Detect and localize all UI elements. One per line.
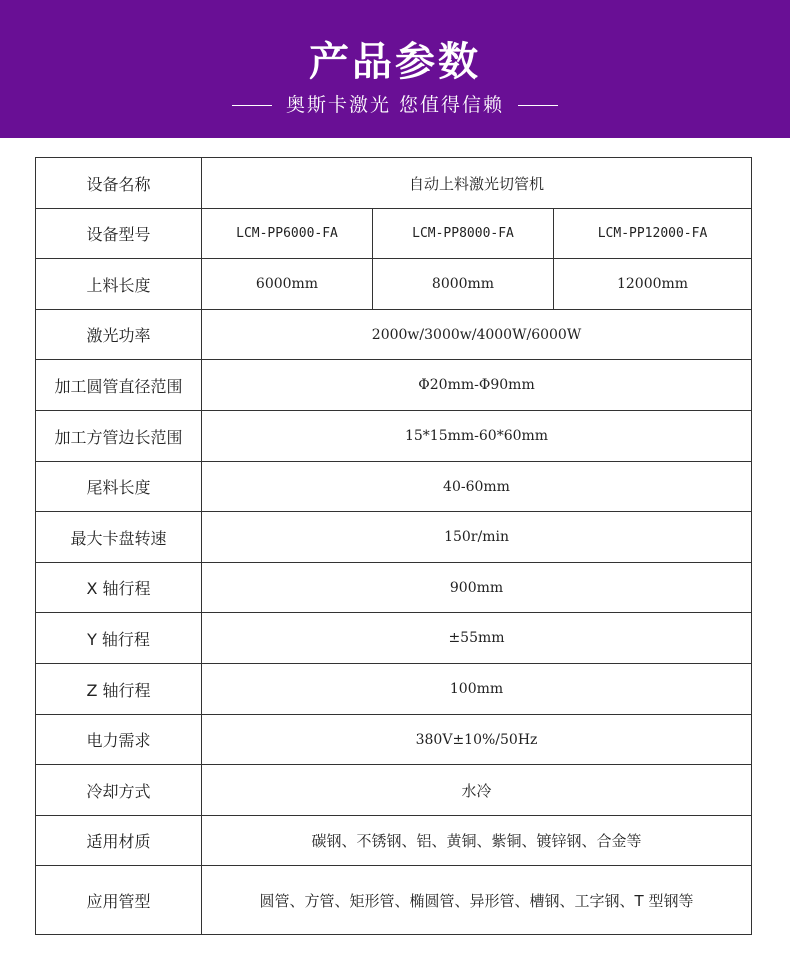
page-title: 产品参数: [309, 39, 481, 85]
row-value-model-1: LCM-PP6000-FA: [202, 209, 373, 259]
row-value: 100mm: [202, 664, 752, 715]
spec-row-round-tube-range: [36, 360, 752, 411]
spec-row-materials: [36, 816, 752, 866]
spec-row-square-tube-range: [36, 411, 752, 462]
spec-row-x-travel: [36, 563, 752, 613]
row-value: 自动上料激光切管机: [202, 158, 752, 209]
subtitle-right-line: [518, 105, 558, 106]
row-label: 电力需求: [36, 715, 202, 765]
row-label: 冷却方式: [36, 765, 202, 816]
row-value-length-3: 12000mm: [554, 259, 752, 310]
row-label: 激光功率: [36, 310, 202, 360]
spec-row-power-supply: [36, 715, 752, 765]
row-value: 圆管、方管、矩形管、椭圆管、异形管、槽钢、工字钢、T 型钢等: [202, 866, 752, 935]
spec-row-z-travel: [36, 664, 752, 715]
row-value: 水冷: [202, 765, 752, 816]
row-value: ±55mm: [202, 613, 752, 664]
spec-row-model: [36, 209, 752, 259]
row-value: Φ20mm-Φ90mm: [202, 360, 752, 411]
spec-table: [35, 157, 752, 935]
banner-subtitle: 奥斯卡激光 您值得信赖: [285, 94, 505, 116]
row-label: Y 轴行程: [36, 613, 202, 664]
row-value: 380V±10%/50Hz: [202, 715, 752, 765]
row-label: 适用材质: [36, 816, 202, 866]
row-label: 尾料长度: [36, 462, 202, 512]
spec-row-y-travel: [36, 613, 752, 664]
row-value-length-1: 6000mm: [202, 259, 373, 310]
row-value: 2000w/3000w/4000W/6000W: [202, 310, 752, 360]
subtitle-left-line: [232, 105, 272, 106]
row-label: 设备名称: [36, 158, 202, 209]
row-label: X 轴行程: [36, 563, 202, 613]
row-label: Z 轴行程: [36, 664, 202, 715]
row-value: 15*15mm-60*60mm: [202, 411, 752, 462]
row-value: 900mm: [202, 563, 752, 613]
row-label: 加工圆管直径范围: [36, 360, 202, 411]
spec-row-laser-power: [36, 310, 752, 360]
row-label: 加工方管边长范围: [36, 411, 202, 462]
spec-row-chuck-speed: [36, 512, 752, 563]
row-value: 150r/min: [202, 512, 752, 563]
spec-row-tube-types: [36, 866, 752, 935]
header-banner: [0, 0, 790, 138]
row-label: 上料长度: [36, 259, 202, 310]
row-value: 40-60mm: [202, 462, 752, 512]
row-label: 最大卡盘转速: [36, 512, 202, 563]
row-label: 应用管型: [36, 866, 202, 935]
spec-row-tail-length: [36, 462, 752, 512]
banner-subtitle-row: [0, 90, 790, 117]
spec-row-device-name: [36, 158, 752, 209]
row-label: 设备型号: [36, 209, 202, 259]
spec-row-cooling: [36, 765, 752, 816]
row-value: 碳钢、不锈钢、铝、黄铜、紫铜、镀锌钢、合金等: [202, 816, 752, 866]
spec-row-feed-length: [36, 259, 752, 310]
row-value-model-2: LCM-PP8000-FA: [373, 209, 554, 259]
row-value-model-3: LCM-PP12000-FA: [554, 209, 752, 259]
row-value-length-2: 8000mm: [373, 259, 554, 310]
